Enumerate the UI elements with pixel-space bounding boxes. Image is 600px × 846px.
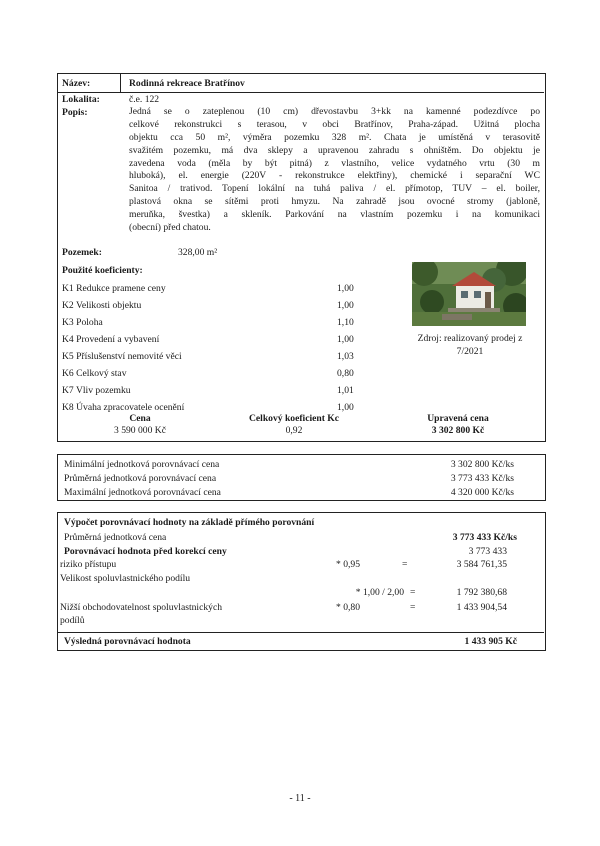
risk-equals: = [402,559,408,570]
description-line: svažitém pozemku, má dva sklepy a upravenou zahradu s ohništěm. Do objektu je [129,144,540,156]
description-line: meruňka, švestka) a skleník. Parkování na vlastním pozemku i na komunikaci [129,209,540,221]
unit-price-value: 3 302 800 Kč/ks [450,459,514,470]
photo-source-line2: 7/2021 [456,346,484,357]
coefficient-label: K3 Poloha [62,317,103,328]
house-image [412,262,526,326]
share-label: Velikost spoluvlastnického podílu [60,573,191,584]
risk-label: riziko přístupu [60,559,117,570]
coefficients-title: Použité koeficienty: [62,265,143,276]
photo-source-line1: Zdroj: realizovaný prodej z [417,333,523,344]
description-line: zavedena voda (měla by být pitná) z vlastního, velice vydatného vrtu (30 m [129,157,540,169]
share-value: 1 792 380,68 [456,587,507,598]
description-line: (obecní) před chatou. [129,222,211,234]
page-number: - 11 - [289,793,311,804]
marketability-equals: = [410,602,416,613]
coefficient-label: K6 Celkový stav [62,368,127,379]
locality-label: Lokalita: [62,94,100,105]
coefficient-label: K2 Velikosti objektu [62,300,142,311]
adjusted-value: 3 302 800 Kč [431,425,485,436]
coef-header: Celkový koeficient Kc [248,413,340,424]
coefficient-label: K1 Redukce pramene ceny [62,283,166,294]
result-value: 1 433 905 Kč [464,636,517,647]
unit-price-label: Průměrná jednotková porovnávací cena [64,473,217,484]
marketability-value: 1 433 904,54 [456,602,507,613]
marketability-factor: * 0,80 [336,602,360,613]
before-correction-label: Porovnávací hodnota před korekcí ceny [64,546,227,557]
coefficient-value: 1,00 [337,334,354,345]
share-factor: * 1,00 / 2,00 [355,587,404,598]
coefficient-value: 1,10 [337,317,354,328]
coefficient-value: 1,00 [337,402,354,413]
land-label: Pozemek: [62,247,102,258]
coefficient-label: K7 Vliv pozemku [62,385,131,396]
price-value: 3 590 000 Kč [114,425,166,436]
coefficient-value: 1,03 [337,351,354,362]
coefficient-label: K8 Úvaha zpracovatele ocenění [62,402,185,413]
coefficient-label: K5 Příslušenství nemovité věci [62,351,182,362]
locality-value: č.e. 122 [129,94,160,105]
property-name: Rodinná rekreace Bratřínov [129,78,245,89]
marketability-label-line2: podílů [60,615,85,626]
result-separator [58,632,544,633]
unit-price-value: 4 320 000 Kč/ks [450,487,514,498]
name-label: Název: [62,78,91,89]
coefficient-value: 1,01 [337,385,354,396]
description-label: Popis: [62,107,88,118]
avg-price-label: Průměrná jednotková cena [64,532,167,543]
price-header: Cena [129,413,151,424]
coefficient-value: 1,00 [337,300,354,311]
description-line: objektu cca 50 m², výměra pozemku 328 m². Chata je umístěná v terasovitě [129,131,540,143]
property-label-column-rule [120,74,121,92]
coefficient-label: K4 Provedení a vybavení [62,334,160,345]
land-value: 328,00 m² [178,247,218,258]
property-photo [412,262,526,326]
description-paragraph [129,106,540,235]
avg-price-value: 3 773 433 Kč/ks [452,532,517,543]
unit-price-label: Maximální jednotková porovnávací cena [64,487,221,498]
coef-value: 0,92 [285,425,303,436]
description-line: Sanitoa / trativod. Topení lokální na tuhá paliva / el. přímotop, TUV – el. boiler, [129,183,540,195]
description-line: celkové rekonstrukci s terasou, v obci Bratřínov, Praha-západ. Užitná plocha [129,118,540,130]
result-label: Výsledná porovnávací hodnota [64,636,191,647]
property-header-rule [58,92,544,93]
risk-value: 3 584 761,35 [456,559,507,570]
unit-price-label: Minimální jednotková porovnávací cena [64,459,220,470]
description-line: hluboká), el. energie (220V - rekonstrukce elektřiny), chemické i separační WC [129,170,540,182]
description-line: plastová okna se sítěmi proti hmyzu. Na zahradě jsou ovocné stromy (jabloně, [129,196,540,208]
adjusted-header: Upravená cena [427,413,489,424]
calculation-title: Výpočet porovnávací hodnoty na základě přímého porovnání [64,517,315,528]
coefficient-value: 1,00 [337,283,354,294]
before-correction-value: 3 773 433 [468,546,507,557]
share-equals: = [410,587,416,598]
risk-factor: * 0,95 [336,559,360,570]
description-line: Jedná se o zateplenou (10 cm) dřevostavbu 3+kk na kamenné podezdívce po [129,106,540,117]
coefficient-value: 0,80 [337,368,354,379]
unit-price-value: 3 773 433 Kč/ks [450,473,514,484]
marketability-label-line1: Nižší obchodovatelnost spoluvlastnických [60,602,223,613]
